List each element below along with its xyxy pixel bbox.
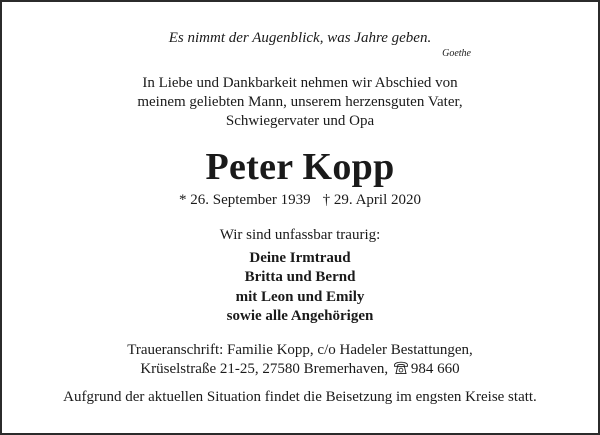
quote-author: Goethe	[442, 48, 471, 59]
life-dates	[2, 191, 598, 210]
birth-date: * 26. September 1939	[179, 192, 311, 208]
intro-line: In Liebe und Dankbarkeit nehmen wir Abschied von	[142, 75, 458, 91]
address-line-2	[2, 360, 598, 381]
quote-text: Es nimmt der Augenblick, was Jahre geben.	[168, 30, 432, 46]
address-street: Krüselstraße 21-25, 27580 Bremerhaven,	[140, 361, 389, 377]
mourner-name: sowie alle Angehörigen	[226, 307, 374, 324]
burial-notice: Aufgrund der aktuellen Situation findet die Beisetzung im engsten Kreise statt.	[63, 389, 537, 405]
intro-text	[2, 74, 598, 131]
mourners-intro: Wir sind unfassbar traurig:	[219, 227, 381, 243]
mourner-name: mit Leon und Emily	[235, 288, 365, 305]
deceased-name: Peter Kopp	[205, 146, 395, 188]
intro-line: Schwiegervater und Opa	[225, 113, 375, 129]
mourning-address	[2, 341, 598, 381]
telephone-icon	[393, 361, 409, 381]
address-line-1: Traueranschrift: Familie Kopp, c/o Hadeler Bestattungen,	[127, 342, 473, 358]
death-date: † 29. April 2020	[322, 192, 421, 208]
phone-number: 984 660	[410, 361, 460, 377]
mourner-name: Britta und Bernd	[244, 269, 356, 286]
mourner-name: Deine Irmtraud	[249, 250, 351, 266]
mourners-list	[2, 249, 598, 326]
intro-line: meinem geliebten Mann, unserem herzensguten Vater,	[137, 94, 463, 110]
